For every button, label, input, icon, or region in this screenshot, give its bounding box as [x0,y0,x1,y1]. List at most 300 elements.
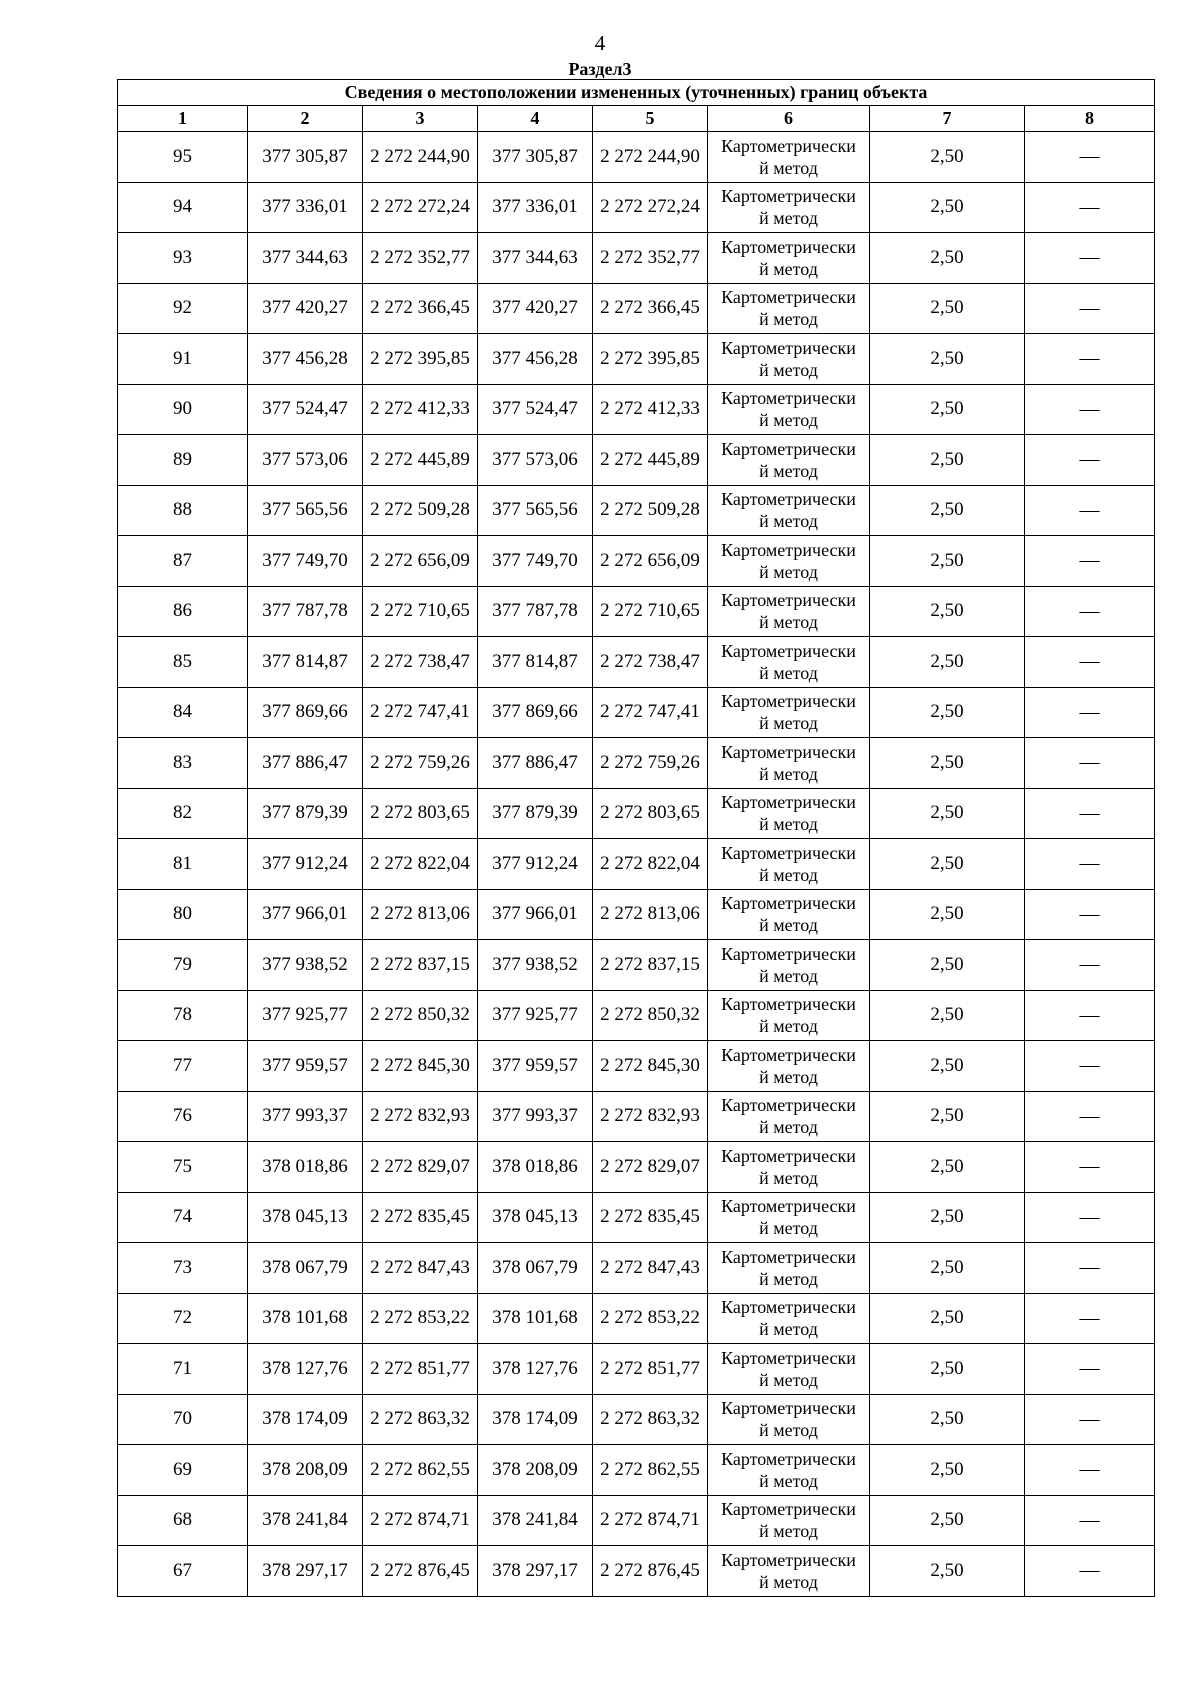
method-text-line-2: й метод [759,410,818,431]
section-title: Раздел3 [568,59,632,79]
x-coordinate-existing-cell: 377 420,27 [248,283,363,334]
method-text-line-1: Картометрически [721,539,856,560]
y-coordinate-existing-cell: 2 272 832,93 [363,1091,478,1142]
y-coordinate-existing-cell: 2 272 747,41 [363,687,478,738]
column-number: 5 [593,106,708,132]
table-row [118,1445,1155,1496]
x-coordinate-updated-cell: 377 524,47 [478,384,593,435]
note-cell: — [1025,839,1155,890]
method-cell [708,586,870,637]
accuracy-cell: 2,50 [870,536,1025,587]
note-cell: — [1025,132,1155,183]
point-number-cell: 78 [118,990,248,1041]
boundary-coordinates-table [117,79,1155,1597]
y-coordinate-existing-cell: 2 272 863,32 [363,1394,478,1445]
point-number-cell: 84 [118,687,248,738]
x-coordinate-existing-cell: 378 127,76 [248,1344,363,1395]
y-coordinate-updated-cell: 2 272 412,33 [593,384,708,435]
column-number: 3 [363,106,478,132]
x-coordinate-updated-cell: 378 101,68 [478,1293,593,1344]
x-coordinate-existing-cell: 377 749,70 [248,536,363,587]
method-text-line-1: Картометрически [721,287,856,308]
x-coordinate-updated-cell: 377 925,77 [478,990,593,1041]
y-coordinate-updated-cell: 2 272 738,47 [593,637,708,688]
accuracy-cell: 2,50 [870,1091,1025,1142]
note-cell: — [1025,536,1155,587]
y-coordinate-existing-cell: 2 272 853,22 [363,1293,478,1344]
table-row [118,839,1155,890]
table-row [118,536,1155,587]
column-number: 2 [248,106,363,132]
note-cell: — [1025,1142,1155,1193]
table-row [118,1041,1155,1092]
method-cell [708,687,870,738]
method-text-line-2: й метод [759,1218,818,1239]
method-cell [708,1495,870,1546]
accuracy-cell: 2,50 [870,1041,1025,1092]
point-number-cell: 77 [118,1041,248,1092]
method-text-line-1: Картометрически [721,842,856,863]
method-text-line-1: Картометрически [721,994,856,1015]
table-row [118,435,1155,486]
accuracy-cell: 2,50 [870,283,1025,334]
y-coordinate-updated-cell: 2 272 822,04 [593,839,708,890]
x-coordinate-updated-cell: 378 174,09 [478,1394,593,1445]
x-coordinate-existing-cell: 377 879,39 [248,788,363,839]
table-row [118,485,1155,536]
table-row [118,586,1155,637]
y-coordinate-existing-cell: 2 272 876,45 [363,1546,478,1597]
y-coordinate-existing-cell: 2 272 837,15 [363,940,478,991]
method-text-line-1: Картометрически [721,1095,856,1116]
accuracy-cell: 2,50 [870,182,1025,233]
method-cell [708,334,870,385]
note-cell: — [1025,1546,1155,1597]
y-coordinate-existing-cell: 2 272 862,55 [363,1445,478,1496]
y-coordinate-updated-cell: 2 272 366,45 [593,283,708,334]
x-coordinate-updated-cell: 377 565,56 [478,485,593,536]
accuracy-cell: 2,50 [870,637,1025,688]
x-coordinate-updated-cell: 377 993,37 [478,1091,593,1142]
y-coordinate-existing-cell: 2 272 366,45 [363,283,478,334]
x-coordinate-existing-cell: 378 101,68 [248,1293,363,1344]
accuracy-cell: 2,50 [870,940,1025,991]
method-text-line-2: й метод [759,1420,818,1441]
method-text-line-1: Картометрически [721,1398,856,1419]
note-cell: — [1025,637,1155,688]
table-row [118,1394,1155,1445]
method-cell [708,1142,870,1193]
table-row [118,687,1155,738]
point-number-cell: 85 [118,637,248,688]
table-row [118,1344,1155,1395]
y-coordinate-updated-cell: 2 272 863,32 [593,1394,708,1445]
y-coordinate-existing-cell: 2 272 850,32 [363,990,478,1041]
method-text-line-1: Картометрически [721,792,856,813]
method-text-line-1: Картометрически [721,1448,856,1469]
table-row [118,1243,1155,1294]
y-coordinate-updated-cell: 2 272 845,30 [593,1041,708,1092]
method-text-line-2: й метод [759,965,818,986]
note-cell: — [1025,1243,1155,1294]
method-text-line-1: Картометрически [721,1145,856,1166]
method-text-line-2: й метод [759,561,818,582]
x-coordinate-updated-cell: 377 420,27 [478,283,593,334]
accuracy-cell: 2,50 [870,839,1025,890]
method-cell [708,839,870,890]
method-text-line-1: Картометрически [721,1347,856,1368]
method-text-line-1: Картометрически [721,691,856,712]
x-coordinate-existing-cell: 378 241,84 [248,1495,363,1546]
y-coordinate-updated-cell: 2 272 874,71 [593,1495,708,1546]
x-coordinate-updated-cell: 377 814,87 [478,637,593,688]
x-coordinate-existing-cell: 378 208,09 [248,1445,363,1496]
y-coordinate-existing-cell: 2 272 759,26 [363,738,478,789]
method-text-line-1: Картометрически [721,489,856,510]
method-cell [708,1293,870,1344]
x-coordinate-existing-cell: 377 524,47 [248,384,363,435]
method-text-line-2: й метод [759,1470,818,1491]
page-number: 4 [594,31,606,55]
point-number-cell: 72 [118,1293,248,1344]
y-coordinate-updated-cell: 2 272 759,26 [593,738,708,789]
method-cell [708,283,870,334]
x-coordinate-updated-cell: 377 869,66 [478,687,593,738]
x-coordinate-updated-cell: 378 067,79 [478,1243,593,1294]
note-cell: — [1025,1091,1155,1142]
method-cell [708,435,870,486]
y-coordinate-updated-cell: 2 272 876,45 [593,1546,708,1597]
point-number-cell: 67 [118,1546,248,1597]
note-cell: — [1025,1293,1155,1344]
x-coordinate-updated-cell: 377 787,78 [478,586,593,637]
method-cell [708,1344,870,1395]
method-cell [708,1192,870,1243]
point-number-cell: 86 [118,586,248,637]
method-cell [708,788,870,839]
table-row [118,233,1155,284]
table-row [118,182,1155,233]
method-text-line-1: Картометрически [721,893,856,914]
x-coordinate-existing-cell: 377 925,77 [248,990,363,1041]
y-coordinate-existing-cell: 2 272 847,43 [363,1243,478,1294]
point-number-cell: 87 [118,536,248,587]
point-number-cell: 95 [118,132,248,183]
note-cell: — [1025,182,1155,233]
note-cell: — [1025,384,1155,435]
x-coordinate-existing-cell: 377 959,57 [248,1041,363,1092]
table-row [118,990,1155,1041]
method-text-line-2: й метод [759,1369,818,1390]
method-text-line-2: й метод [759,915,818,936]
method-cell [708,637,870,688]
method-text-line-1: Картометрически [721,186,856,207]
method-text-line-2: й метод [759,1521,818,1542]
note-cell: — [1025,990,1155,1041]
accuracy-cell: 2,50 [870,1192,1025,1243]
method-text-line-2: й метод [759,1571,818,1592]
accuracy-cell: 2,50 [870,384,1025,435]
column-number: 8 [1025,106,1155,132]
method-text-line-1: Картометрически [721,640,856,661]
y-coordinate-existing-cell: 2 272 710,65 [363,586,478,637]
y-coordinate-existing-cell: 2 272 835,45 [363,1192,478,1243]
note-cell: — [1025,1495,1155,1546]
method-cell [708,940,870,991]
x-coordinate-updated-cell: 378 018,86 [478,1142,593,1193]
method-text-line-1: Картометрически [721,1549,856,1570]
x-coordinate-updated-cell: 377 912,24 [478,839,593,890]
point-number-cell: 89 [118,435,248,486]
accuracy-cell: 2,50 [870,1495,1025,1546]
point-number-cell: 73 [118,1243,248,1294]
method-cell [708,1546,870,1597]
y-coordinate-updated-cell: 2 272 847,43 [593,1243,708,1294]
column-number-row [118,106,1155,132]
column-number: 4 [478,106,593,132]
x-coordinate-existing-cell: 378 045,13 [248,1192,363,1243]
table-row [118,889,1155,940]
point-number-cell: 71 [118,1344,248,1395]
y-coordinate-existing-cell: 2 272 656,09 [363,536,478,587]
method-cell [708,1091,870,1142]
method-text-line-2: й метод [759,1066,818,1087]
x-coordinate-existing-cell: 378 174,09 [248,1394,363,1445]
point-number-cell: 70 [118,1394,248,1445]
method-text-line-1: Картометрически [721,1499,856,1520]
x-coordinate-updated-cell: 378 297,17 [478,1546,593,1597]
x-coordinate-existing-cell: 377 993,37 [248,1091,363,1142]
x-coordinate-existing-cell: 377 344,63 [248,233,363,284]
note-cell: — [1025,1192,1155,1243]
method-text-line-2: й метод [759,1117,818,1138]
point-number-cell: 90 [118,384,248,435]
x-coordinate-updated-cell: 377 959,57 [478,1041,593,1092]
note-cell: — [1025,435,1155,486]
x-coordinate-updated-cell: 377 966,01 [478,889,593,940]
method-text-line-2: й метод [759,1268,818,1289]
y-coordinate-updated-cell: 2 272 829,07 [593,1142,708,1193]
point-number-cell: 83 [118,738,248,789]
x-coordinate-existing-cell: 377 456,28 [248,334,363,385]
x-coordinate-existing-cell: 377 938,52 [248,940,363,991]
y-coordinate-existing-cell: 2 272 412,33 [363,384,478,435]
point-number-cell: 69 [118,1445,248,1496]
note-cell: — [1025,1041,1155,1092]
method-text-line-2: й метод [759,460,818,481]
x-coordinate-updated-cell: 377 879,39 [478,788,593,839]
accuracy-cell: 2,50 [870,1293,1025,1344]
point-number-cell: 68 [118,1495,248,1546]
accuracy-cell: 2,50 [870,1445,1025,1496]
method-text-line-1: Картометрически [721,1044,856,1065]
y-coordinate-updated-cell: 2 272 445,89 [593,435,708,486]
y-coordinate-updated-cell: 2 272 850,32 [593,990,708,1041]
table-row [118,384,1155,435]
note-cell: — [1025,334,1155,385]
method-text-line-2: й метод [759,157,818,178]
y-coordinate-updated-cell: 2 272 853,22 [593,1293,708,1344]
table-row [118,940,1155,991]
method-cell [708,990,870,1041]
accuracy-cell: 2,50 [870,1394,1025,1445]
method-text-line-1: Картометрически [721,1246,856,1267]
x-coordinate-updated-cell: 378 241,84 [478,1495,593,1546]
method-text-line-1: Картометрически [721,1297,856,1318]
method-text-line-2: й метод [759,1319,818,1340]
y-coordinate-existing-cell: 2 272 829,07 [363,1142,478,1193]
note-cell: — [1025,788,1155,839]
method-cell [708,1445,870,1496]
point-number-cell: 76 [118,1091,248,1142]
table-caption: Сведения о местоположении измененных (уточненных) границ объекта [118,80,1155,106]
table-row [118,334,1155,385]
y-coordinate-updated-cell: 2 272 837,15 [593,940,708,991]
method-text-line-1: Картометрически [721,388,856,409]
y-coordinate-updated-cell: 2 272 352,77 [593,233,708,284]
point-number-cell: 91 [118,334,248,385]
y-coordinate-updated-cell: 2 272 832,93 [593,1091,708,1142]
accuracy-cell: 2,50 [870,990,1025,1041]
method-cell [708,1394,870,1445]
x-coordinate-existing-cell: 377 869,66 [248,687,363,738]
x-coordinate-existing-cell: 378 297,17 [248,1546,363,1597]
accuracy-cell: 2,50 [870,132,1025,183]
point-number-cell: 82 [118,788,248,839]
y-coordinate-existing-cell: 2 272 244,90 [363,132,478,183]
point-number-cell: 81 [118,839,248,890]
method-text-line-2: й метод [759,1167,818,1188]
accuracy-cell: 2,50 [870,485,1025,536]
point-number-cell: 74 [118,1192,248,1243]
table-row [118,1495,1155,1546]
method-cell [708,485,870,536]
table-row [118,1192,1155,1243]
note-cell: — [1025,687,1155,738]
accuracy-cell: 2,50 [870,738,1025,789]
method-text-line-1: Картометрически [721,1196,856,1217]
y-coordinate-existing-cell: 2 272 851,77 [363,1344,478,1395]
y-coordinate-updated-cell: 2 272 395,85 [593,334,708,385]
method-text-line-2: й метод [759,1016,818,1037]
column-number: 6 [708,106,870,132]
point-number-cell: 79 [118,940,248,991]
x-coordinate-updated-cell: 378 045,13 [478,1192,593,1243]
x-coordinate-updated-cell: 377 456,28 [478,334,593,385]
method-text-line-2: й метод [759,612,818,633]
method-text-line-2: й метод [759,258,818,279]
note-cell: — [1025,233,1155,284]
table-row [118,132,1155,183]
note-cell: — [1025,283,1155,334]
x-coordinate-updated-cell: 378 127,76 [478,1344,593,1395]
note-cell: — [1025,738,1155,789]
method-cell [708,1243,870,1294]
note-cell: — [1025,1445,1155,1496]
x-coordinate-existing-cell: 378 067,79 [248,1243,363,1294]
table-row [118,1546,1155,1597]
y-coordinate-updated-cell: 2 272 272,24 [593,182,708,233]
method-text-line-1: Картометрически [721,438,856,459]
table-row [118,738,1155,789]
method-text-line-2: й метод [759,713,818,734]
x-coordinate-existing-cell: 377 336,01 [248,182,363,233]
accuracy-cell: 2,50 [870,1142,1025,1193]
point-number-cell: 80 [118,889,248,940]
method-text-line-2: й метод [759,208,818,229]
note-cell: — [1025,1344,1155,1395]
y-coordinate-existing-cell: 2 272 803,65 [363,788,478,839]
x-coordinate-existing-cell: 377 565,56 [248,485,363,536]
note-cell: — [1025,586,1155,637]
y-coordinate-existing-cell: 2 272 395,85 [363,334,478,385]
y-coordinate-updated-cell: 2 272 710,65 [593,586,708,637]
x-coordinate-existing-cell: 377 886,47 [248,738,363,789]
x-coordinate-existing-cell: 377 966,01 [248,889,363,940]
method-cell [708,738,870,789]
y-coordinate-updated-cell: 2 272 509,28 [593,485,708,536]
method-text-line-1: Картометрически [721,135,856,156]
x-coordinate-existing-cell: 377 814,87 [248,637,363,688]
y-coordinate-updated-cell: 2 272 803,65 [593,788,708,839]
y-coordinate-updated-cell: 2 272 747,41 [593,687,708,738]
method-cell [708,182,870,233]
method-text-line-1: Картометрически [721,741,856,762]
y-coordinate-updated-cell: 2 272 813,06 [593,889,708,940]
accuracy-cell: 2,50 [870,586,1025,637]
y-coordinate-existing-cell: 2 272 738,47 [363,637,478,688]
y-coordinate-updated-cell: 2 272 656,09 [593,536,708,587]
y-coordinate-updated-cell: 2 272 862,55 [593,1445,708,1496]
note-cell: — [1025,940,1155,991]
x-coordinate-existing-cell: 377 787,78 [248,586,363,637]
y-coordinate-existing-cell: 2 272 352,77 [363,233,478,284]
x-coordinate-updated-cell: 377 305,87 [478,132,593,183]
y-coordinate-existing-cell: 2 272 874,71 [363,1495,478,1546]
table-row [118,1091,1155,1142]
note-cell: — [1025,889,1155,940]
point-number-cell: 75 [118,1142,248,1193]
method-text-line-2: й метод [759,359,818,380]
accuracy-cell: 2,50 [870,687,1025,738]
method-text-line-1: Картометрически [721,236,856,257]
method-text-line-2: й метод [759,309,818,330]
x-coordinate-updated-cell: 377 336,01 [478,182,593,233]
method-cell [708,132,870,183]
method-cell [708,1041,870,1092]
x-coordinate-updated-cell: 377 573,06 [478,435,593,486]
method-text-line-1: Картометрически [721,337,856,358]
table-row [118,1142,1155,1193]
table-row [118,1293,1155,1344]
method-text-line-1: Картометрически [721,943,856,964]
table-row [118,637,1155,688]
x-coordinate-existing-cell: 378 018,86 [248,1142,363,1193]
method-text-line-2: й метод [759,814,818,835]
point-number-cell: 93 [118,233,248,284]
y-coordinate-updated-cell: 2 272 851,77 [593,1344,708,1395]
method-text-line-2: й метод [759,662,818,683]
method-text-line-2: й метод [759,511,818,532]
method-text-line-1: Картометрически [721,590,856,611]
x-coordinate-updated-cell: 377 344,63 [478,233,593,284]
point-number-cell: 88 [118,485,248,536]
accuracy-cell: 2,50 [870,334,1025,385]
point-number-cell: 92 [118,283,248,334]
column-number: 1 [118,106,248,132]
accuracy-cell: 2,50 [870,1546,1025,1597]
method-cell [708,889,870,940]
